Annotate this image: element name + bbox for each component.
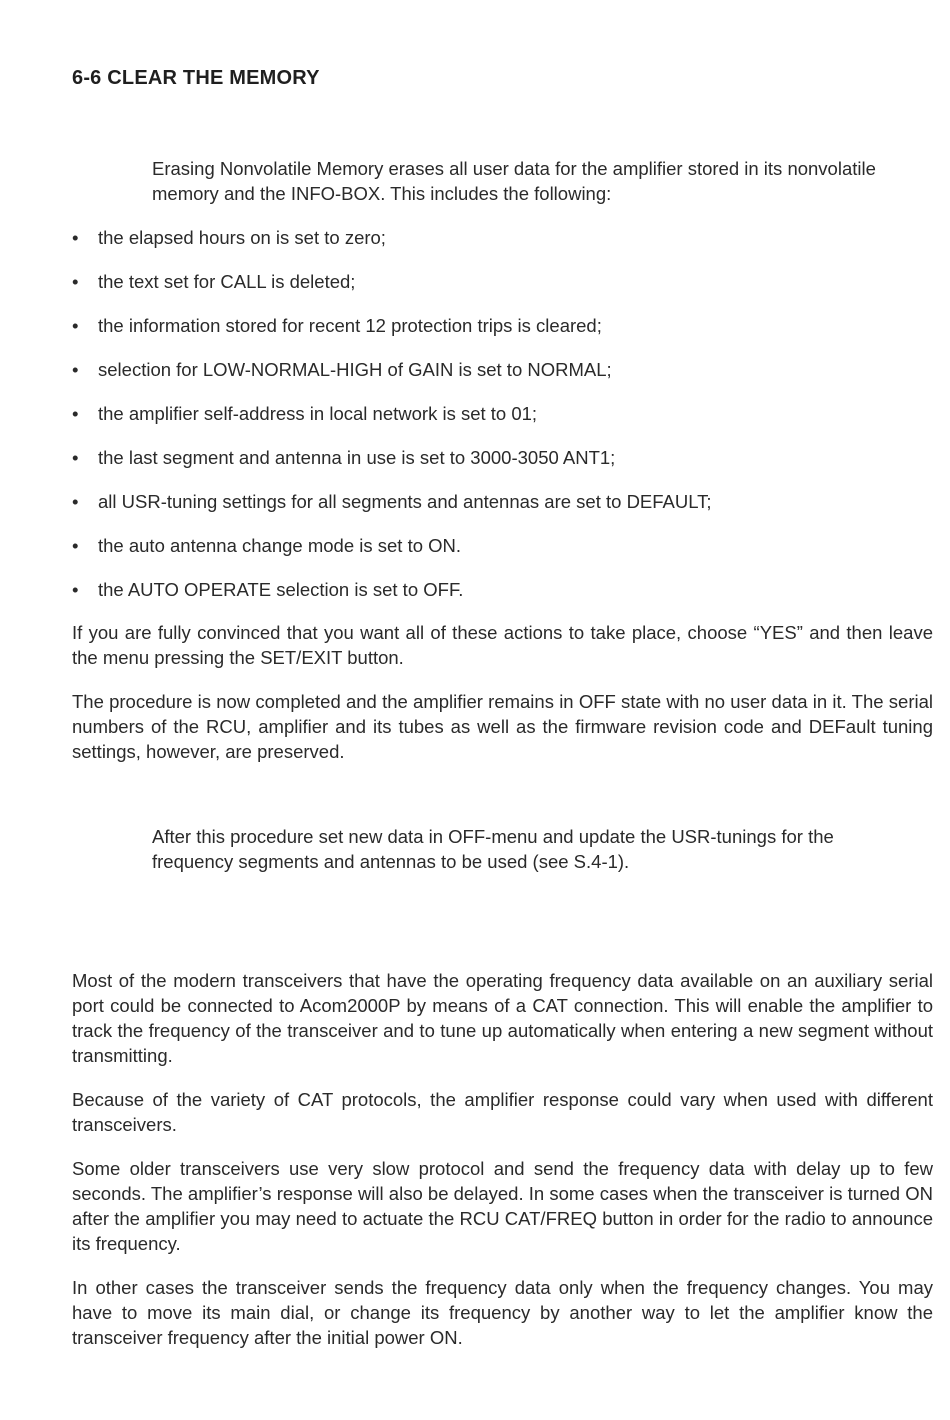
list-item: [72, 314, 942, 358]
cat-paragraph-4: In other cases the transceiver sends the frequency data only when the frequency changes. You may have to move its main dial, or change its frequency by another way to let the amplifier know the transceiver frequency after the initial power ON.: [72, 1277, 933, 1348]
bullet-marker: •: [72, 579, 79, 600]
list-item-text: the information stored for recent 12 protection trips is cleared;: [98, 315, 602, 336]
list-item-text: all USR-tuning settings for all segments and antennas are set to DEFAULT;: [98, 491, 712, 512]
after-procedure-note: After this procedure set new data in OFF-menu and update the USR-tunings for the frequency segments and antennas to be used (see S.4-1).: [152, 826, 834, 872]
list-item: [72, 534, 942, 578]
list-item: [72, 578, 942, 622]
list-item-text: the amplifier self-address in local network is set to 01;: [98, 403, 538, 424]
bullet-marker: •: [72, 403, 79, 424]
bullet-marker: •: [72, 271, 79, 292]
list-item: [72, 446, 942, 490]
bullet-marker: •: [72, 359, 79, 380]
list-item-text: the auto antenna change mode is set to ON.: [98, 535, 462, 556]
intro-note: Erasing Nonvolatile Memory erases all user data for the amplifier stored in its nonvolatile memory and the INFO-BOX. This includes the following:: [152, 158, 876, 204]
list-item: [72, 402, 942, 446]
list-item-text: the AUTO OPERATE selection is set to OFF.: [98, 579, 464, 600]
completed-paragraph: The procedure is now completed and the amplifier remains in OFF state with no user data in it. The serial numbers of the RCU, amplifier and its tubes as well as the firmware revision code and DEFault tuning settings, however, are preserved.: [72, 691, 933, 762]
list-item-text: the last segment and antenna in use is set to 3000-3050 ANT1;: [98, 447, 616, 468]
list-item: [72, 270, 942, 314]
bullet-marker: •: [72, 447, 79, 468]
bullet-marker: •: [72, 535, 79, 556]
list-item-text: selection for LOW-NORMAL-HIGH of GAIN is set to NORMAL;: [98, 359, 612, 380]
list-item-text: the elapsed hours on is set to zero;: [98, 227, 386, 248]
cat-paragraph-1: Most of the modern transceivers that have the operating frequency data available on an auxiliary serial port could be connected to Acom2000P by means of a CAT connection. This will enable the amplifier to track the frequency of the transceiver and to tune up automatically when entering a new segment without transmitting.: [72, 970, 933, 1066]
list-item: [72, 358, 942, 402]
cat-paragraph-3: Some older transceivers use very slow protocol and send the frequency data with delay up to few seconds. The amplifier’s response will also be delayed. In some cases when the transceiver is turned ON after the amplifier you may need to actuate the RCU CAT/FREQ button in order for the radio to announce its frequency.: [72, 1158, 933, 1254]
bullet-marker: •: [72, 315, 79, 336]
list-item-text: the text set for CALL is deleted;: [98, 271, 356, 292]
list-item: [72, 490, 942, 534]
bullet-marker: •: [72, 491, 79, 512]
section-heading: 6-6 CLEAR THE MEMORY: [72, 67, 320, 89]
cat-paragraph-2: Because of the variety of CAT protocols, the amplifier response could vary when used with different transceivers.: [72, 1089, 933, 1135]
confirm-paragraph: If you are fully convinced that you want all of these actions to take place, choose “YES” and then leave the menu pressing the SET/EXIT button.: [72, 622, 933, 668]
list-item: [72, 226, 942, 270]
erased-items-list: [72, 226, 942, 622]
bullet-marker: •: [72, 227, 79, 248]
